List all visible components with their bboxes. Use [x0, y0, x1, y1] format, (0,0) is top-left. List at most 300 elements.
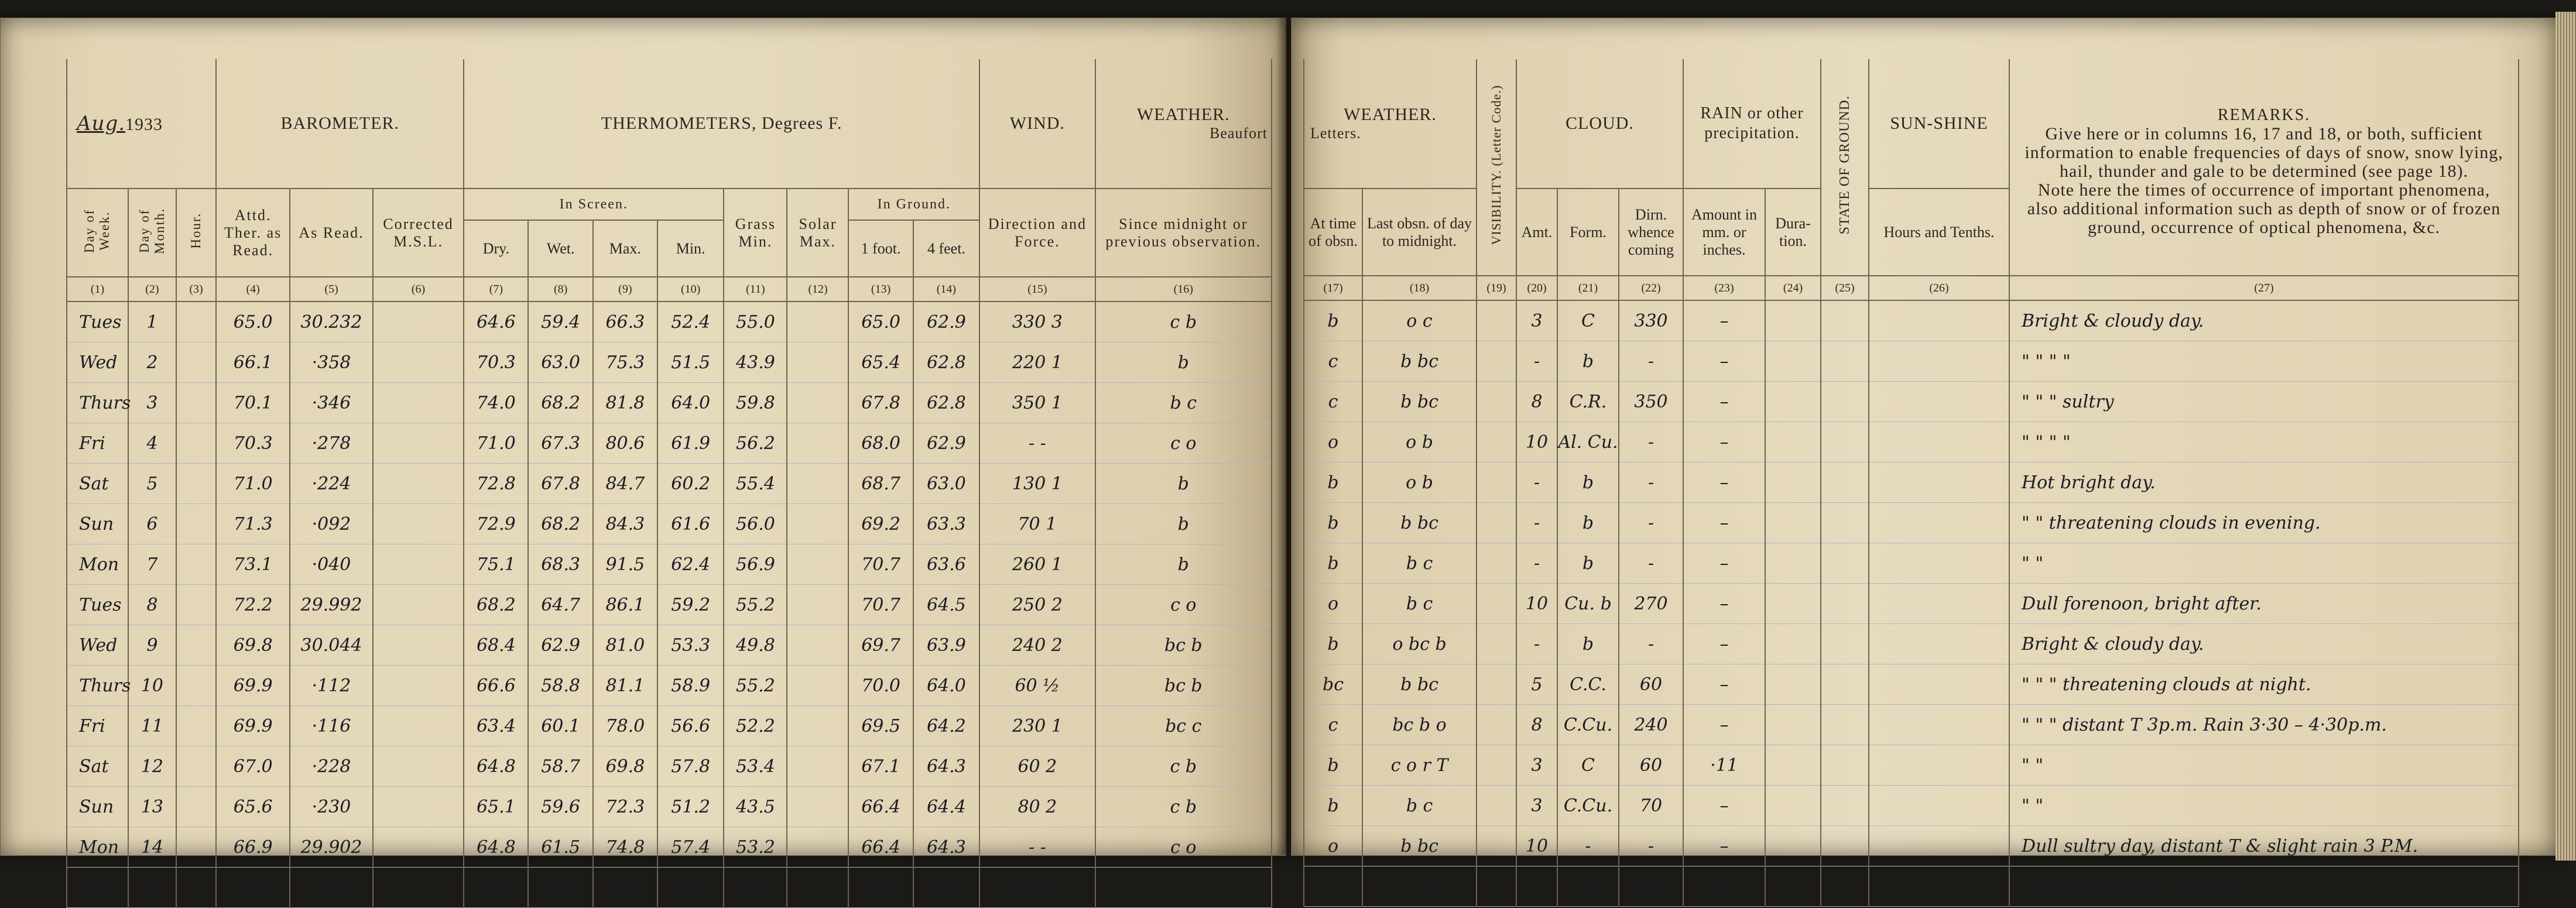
- left-cell: - -: [979, 423, 1095, 464]
- left-cell: 65.1: [464, 787, 528, 827]
- left-cell: 55.6: [657, 868, 724, 908]
- left-cell: 58.9: [657, 666, 724, 706]
- num: (21): [1557, 276, 1619, 300]
- col-dirn: Dirn. whence coming: [1619, 189, 1683, 276]
- left-cell: [787, 301, 848, 342]
- left-cell: [373, 585, 464, 625]
- right-cell: C.C.: [1557, 664, 1619, 705]
- right-cell: 10: [1516, 584, 1557, 624]
- left-cell: ·040: [290, 544, 373, 585]
- left-cell: Mon: [67, 544, 128, 585]
- right-cell: –: [1683, 664, 1765, 705]
- num: (3): [176, 277, 216, 301]
- table-row: [1304, 543, 2519, 584]
- state-ground-label: STATE OF GROUND.: [1837, 95, 1853, 235]
- table-row: [67, 423, 1272, 464]
- left-cell: [373, 746, 464, 787]
- right-cell: [1821, 422, 1869, 462]
- right-cell: [1869, 745, 2009, 786]
- right-cell: -: [1619, 624, 1683, 664]
- left-cell: 63.4: [464, 706, 528, 746]
- right-cell: –: [1683, 705, 1765, 745]
- left-cell: b c: [1095, 383, 1272, 423]
- left-cell: 11: [128, 706, 176, 746]
- right-cell: [1869, 826, 2009, 866]
- cloud-header: CLOUD.: [1516, 59, 1683, 189]
- left-cell: [373, 383, 464, 423]
- num: (1): [67, 277, 128, 301]
- right-cell: [1765, 745, 1821, 786]
- table-row: [67, 301, 1272, 342]
- left-cell: 55.0: [724, 301, 787, 342]
- left-cell: 63.0: [528, 342, 592, 383]
- left-cell: 62.9: [913, 423, 979, 464]
- num: (11): [724, 277, 787, 301]
- right-rows: [1304, 300, 2519, 907]
- right-cell: 10: [1516, 422, 1557, 462]
- left-cell: 75.3: [593, 342, 657, 383]
- right-cell: Dull forenoon, bright after.: [2009, 584, 2519, 624]
- left-cell: 84.7: [593, 464, 657, 504]
- right-cell: [1765, 300, 1821, 341]
- left-cell: 43.5: [724, 787, 787, 827]
- left-cell: 58.7: [528, 746, 592, 787]
- left-cell: Tues: [67, 301, 128, 342]
- weather-letters-header: [1304, 59, 1477, 189]
- left-cell: [373, 827, 464, 868]
- left-cell: 81.0: [593, 625, 657, 666]
- left-cell: 64.2: [913, 868, 979, 908]
- left-cell: 86.1: [593, 585, 657, 625]
- col-form: Form.: [1557, 189, 1619, 276]
- left-cell: 43.9: [724, 342, 787, 383]
- col-wind-dir: Direction and Force.: [979, 189, 1095, 277]
- left-cell: 56.2: [724, 423, 787, 464]
- right-cell: 3: [1516, 745, 1557, 786]
- left-cell: [373, 544, 464, 585]
- left-cell: Wed: [67, 342, 128, 383]
- left-cell: 72.9: [464, 504, 528, 544]
- right-cell: [1477, 382, 1516, 422]
- right-cell: [1477, 503, 1516, 543]
- right-cell: bc: [1304, 664, 1362, 705]
- left-cell: 7: [128, 544, 176, 585]
- right-cell: [1821, 705, 1869, 745]
- right-cell: b: [1557, 543, 1619, 584]
- left-cell: [787, 625, 848, 666]
- right-cell: -: [1619, 462, 1683, 503]
- right-cell: 5: [1516, 664, 1557, 705]
- right-cell: [1765, 503, 1821, 543]
- right-cell: b: [1304, 300, 1362, 341]
- left-cell: 30.044: [290, 625, 373, 666]
- left-cell: Thurs: [67, 666, 128, 706]
- left-cell: 220 1: [979, 342, 1095, 383]
- right-cell: " " " distant T 3p.m. Rain 3·30 – 4·30p.m.: [2009, 705, 2519, 745]
- right-cell: Mainly dull with showers.: [2009, 866, 2519, 907]
- right-cell: –: [1683, 786, 1765, 826]
- left-cell: 64.6: [464, 301, 528, 342]
- right-cell: [1765, 341, 1821, 382]
- left-cell: 3: [128, 383, 176, 423]
- num: (2): [128, 277, 176, 301]
- right-cell: Al. Cu.: [1557, 422, 1619, 462]
- right-cell: –: [1683, 382, 1765, 422]
- num: (27): [2009, 276, 2519, 300]
- rain-header: RAIN or other precipitation.: [1683, 59, 1821, 189]
- left-cell: 69.8: [593, 746, 657, 787]
- left-cell: 70 1: [979, 504, 1095, 544]
- left-cell: 13: [128, 787, 176, 827]
- right-cell: o b: [1362, 422, 1477, 462]
- right-cell: [1765, 786, 1821, 826]
- left-cell: 68.4: [464, 625, 528, 666]
- right-cell: " " threatening clouds in evening.: [2009, 503, 2519, 543]
- right-cell: " " " ": [2009, 422, 2519, 462]
- left-cell: 66.4: [848, 827, 913, 868]
- right-cell: c: [1304, 866, 1362, 907]
- left-cell: 4: [128, 423, 176, 464]
- left-cell: 66.6: [216, 868, 290, 908]
- left-cell: 70.3: [464, 342, 528, 383]
- right-cell: [1869, 341, 2009, 382]
- right-cell: 8: [1516, 866, 1557, 907]
- table-row: [1304, 462, 2519, 503]
- right-cell: c: [1304, 705, 1362, 745]
- right-cell: [1821, 462, 1869, 503]
- right-cell: 8: [1516, 382, 1557, 422]
- table-row: [1304, 786, 2519, 826]
- right-cell: -: [1516, 462, 1557, 503]
- left-cell: 66.4: [848, 787, 913, 827]
- left-cell: 70.7: [848, 585, 913, 625]
- right-cell: [1869, 705, 2009, 745]
- right-cell: [1869, 462, 2009, 503]
- left-cell: [787, 666, 848, 706]
- table-row: [1304, 866, 2519, 907]
- left-cell: 65.0: [848, 301, 913, 342]
- right-cell: 8: [1516, 705, 1557, 745]
- left-cell: [787, 504, 848, 544]
- right-cell: c: [1304, 341, 1362, 382]
- table-row: [67, 746, 1272, 787]
- left-cell: 72.8: [464, 464, 528, 504]
- table-row: [1304, 300, 2519, 341]
- col-day-week-label: Day of Week.: [82, 208, 112, 253]
- right-cell: [1821, 786, 1869, 826]
- left-cell: [373, 423, 464, 464]
- right-cell: b: [1304, 503, 1362, 543]
- left-cell: 56.6: [657, 706, 724, 746]
- left-cell: Sun: [67, 787, 128, 827]
- table-row: [67, 544, 1272, 585]
- left-rows: [67, 301, 1272, 908]
- left-cell: [787, 585, 848, 625]
- right-cell: [1869, 866, 2009, 907]
- right-cell: –: [1683, 543, 1765, 584]
- left-cell: 80.6: [593, 423, 657, 464]
- left-cell: [373, 868, 464, 908]
- right-cell: Bright & cloudy day.: [2009, 624, 2519, 664]
- left-cell: [176, 544, 216, 585]
- right-cell: C: [1557, 745, 1619, 786]
- right-cell: Cu. b: [1557, 584, 1619, 624]
- left-cell: Sat: [67, 464, 128, 504]
- right-cell: -: [1619, 422, 1683, 462]
- left-cell: 64.0: [657, 383, 724, 423]
- left-cell: 73.1: [216, 544, 290, 585]
- left-cell: 51.2: [657, 787, 724, 827]
- col-last-obsn: Last obsn. of day to midnight.: [1362, 189, 1477, 276]
- num: (4): [216, 277, 290, 301]
- left-cell: [787, 746, 848, 787]
- left-cell: 64.0: [913, 666, 979, 706]
- table-row: [67, 464, 1272, 504]
- num: (14): [913, 277, 979, 301]
- left-cell: 56.9: [724, 544, 787, 585]
- table-row: [67, 585, 1272, 625]
- right-cell: o: [1304, 422, 1362, 462]
- date-header: [67, 59, 216, 189]
- left-cell: 66.3: [593, 301, 657, 342]
- right-cell: [1869, 584, 2009, 624]
- left-cell: 8: [128, 585, 176, 625]
- left-cell: 330 3: [979, 301, 1095, 342]
- right-cell: b c: [1362, 786, 1477, 826]
- left-cell: [787, 787, 848, 827]
- visibility-label: VISIBILITY. (Letter Code.): [1489, 84, 1503, 245]
- right-cell: " " " ": [2009, 341, 2519, 382]
- col-max: Max.: [593, 220, 657, 277]
- left-cell: 59.8: [724, 383, 787, 423]
- left-cell: [373, 301, 464, 342]
- right-cell: o c Tl r: [1362, 866, 1477, 907]
- left-cell: Tues: [67, 585, 128, 625]
- right-cell: [1477, 341, 1516, 382]
- left-cell: [176, 827, 216, 868]
- right-cell: [1765, 543, 1821, 584]
- left-cell: 67.0: [216, 746, 290, 787]
- table-row: [1304, 705, 2519, 745]
- left-cell: 60 ½: [979, 666, 1095, 706]
- left-cell: 52.4: [657, 301, 724, 342]
- left-cell: 71.3: [216, 504, 290, 544]
- num: (20): [1516, 276, 1557, 300]
- left-cell: [787, 868, 848, 908]
- right-cell: b: [1304, 543, 1362, 584]
- right-cell: b bc: [1362, 664, 1477, 705]
- num: (9): [593, 277, 657, 301]
- table-row: [67, 342, 1272, 383]
- col-as-read: As Read.: [290, 189, 373, 277]
- right-cell: C.Cu.: [1557, 705, 1619, 745]
- right-cell: b: [1304, 462, 1362, 503]
- right-cell: " ": [2009, 543, 2519, 584]
- col-amount: Amount in mm. or inches.: [1683, 189, 1765, 276]
- left-cell: Sun: [67, 504, 128, 544]
- num: (5): [290, 277, 373, 301]
- table-row: [67, 504, 1272, 544]
- left-cell: 53.2: [724, 827, 787, 868]
- left-cell: 64.3: [913, 746, 979, 787]
- right-cell: [1765, 462, 1821, 503]
- left-cell: 15: [128, 868, 176, 908]
- right-cell: b: [1304, 745, 1362, 786]
- right-cell: [1477, 826, 1516, 866]
- left-cell: 70.7: [848, 544, 913, 585]
- left-cell: 68.2: [464, 585, 528, 625]
- right-cell: o b: [1362, 462, 1477, 503]
- left-cell: 260 1: [979, 544, 1095, 585]
- table-row: [67, 827, 1272, 868]
- left-cell: [373, 625, 464, 666]
- left-cell: Fri: [67, 423, 128, 464]
- right-cell: [1477, 462, 1516, 503]
- right-cell: 330: [1619, 300, 1683, 341]
- left-cell: 57.4: [657, 827, 724, 868]
- left-cell: 69.5: [848, 706, 913, 746]
- left-cell: c b: [1095, 301, 1272, 342]
- right-cell: Bright & cloudy day.: [2009, 300, 2519, 341]
- right-cell: [1869, 664, 2009, 705]
- left-cell: 230 1: [979, 706, 1095, 746]
- left-cell: [176, 383, 216, 423]
- num: (23): [1683, 276, 1765, 300]
- left-cell: ·730: [290, 868, 373, 908]
- left-cell: 67.1: [848, 746, 913, 787]
- left-cell: 69.7: [848, 625, 913, 666]
- right-cell: [1765, 624, 1821, 664]
- left-cell: 91.5: [593, 544, 657, 585]
- state-ground-header: [1821, 59, 1869, 276]
- visibility-header: [1477, 59, 1516, 276]
- left-cell: 64.3: [913, 827, 979, 868]
- right-cell: [1477, 624, 1516, 664]
- left-cell: 67.3: [528, 423, 592, 464]
- col-grass: Grass Min.: [724, 189, 787, 277]
- left-cell: 65.0: [216, 301, 290, 342]
- left-cell: 60.1: [528, 706, 592, 746]
- left-cell: 72.2: [216, 585, 290, 625]
- table-row: [1304, 503, 2519, 543]
- weather-title-right: WEATHER.: [1344, 105, 1437, 124]
- right-cell: b c: [1362, 543, 1477, 584]
- left-cell: 5: [128, 464, 176, 504]
- right-cell: b: [1304, 624, 1362, 664]
- left-cell: 250 2: [979, 585, 1095, 625]
- left-cell: 71.0: [216, 464, 290, 504]
- col-dry: Dry.: [464, 220, 528, 277]
- right-cell: o bc b: [1362, 624, 1477, 664]
- right-cell: 3: [1516, 786, 1557, 826]
- left-cell: 350 1: [979, 383, 1095, 423]
- right-cell: c: [1304, 382, 1362, 422]
- left-cell: 60.2: [657, 464, 724, 504]
- right-cell: o: [1304, 826, 1362, 866]
- left-cell: b: [1095, 342, 1272, 383]
- left-cell: 10: [128, 666, 176, 706]
- col-feet4: 4 feet.: [913, 220, 979, 277]
- left-cell: [787, 383, 848, 423]
- table-row: [1304, 624, 2519, 664]
- right-cell: -: [1619, 543, 1683, 584]
- left-cell: 61.5: [528, 827, 592, 868]
- left-cell: 62.9: [913, 301, 979, 342]
- right-cell: –: [1683, 624, 1765, 664]
- left-cell: 62.4: [657, 544, 724, 585]
- right-cell: 270: [1619, 584, 1683, 624]
- left-cell: 72.3: [593, 787, 657, 827]
- right-cell: b: [1557, 462, 1619, 503]
- left-cell: 81.1: [593, 666, 657, 706]
- left-cell: 63.9: [913, 625, 979, 666]
- barometer-header: BAROMETER.: [216, 59, 464, 189]
- right-cell: ·03: [1683, 866, 1765, 907]
- left-cell: [176, 666, 216, 706]
- right-cell: [1765, 826, 1821, 866]
- right-cell: [1821, 584, 1869, 624]
- left-cell: 49.8: [724, 625, 787, 666]
- right-cell: C.R.: [1557, 866, 1619, 907]
- right-cell: bc b o: [1362, 705, 1477, 745]
- table-row: [1304, 422, 2519, 462]
- right-cell: 60: [1619, 745, 1683, 786]
- left-cell: 67.8: [528, 464, 592, 504]
- num: (19): [1477, 276, 1516, 300]
- right-table: [1303, 59, 2519, 907]
- in-screen-header: In Screen.: [464, 189, 724, 220]
- num: (13): [848, 277, 913, 301]
- left-cell: 61.9: [657, 423, 724, 464]
- left-cell: 220 2: [979, 868, 1095, 908]
- left-cell: c b: [1095, 787, 1272, 827]
- left-cell: [176, 423, 216, 464]
- right-cell: [1821, 624, 1869, 664]
- left-cell: 68.0: [848, 423, 913, 464]
- right-cell: -: [1557, 826, 1619, 866]
- left-cell: ·278: [290, 423, 373, 464]
- left-cell: [373, 706, 464, 746]
- right-cell: [1477, 664, 1516, 705]
- right-cell: [1869, 422, 2009, 462]
- left-cell: 63.0: [913, 464, 979, 504]
- left-cell: [373, 666, 464, 706]
- left-cell: c: [1095, 868, 1272, 908]
- right-cell: b bc: [1362, 503, 1477, 543]
- left-cell: 50.5: [724, 868, 787, 908]
- right-cell: [1477, 543, 1516, 584]
- left-cell: ·358: [290, 342, 373, 383]
- left-cell: 55.2: [724, 666, 787, 706]
- right-cell: 350: [1619, 382, 1683, 422]
- left-cell: 62.9: [528, 625, 592, 666]
- right-cell: [1765, 382, 1821, 422]
- right-cell: 10: [1516, 826, 1557, 866]
- num: (10): [657, 277, 724, 301]
- right-cell: [1821, 503, 1869, 543]
- right-cell: [1869, 382, 2009, 422]
- col-min: Min.: [657, 220, 724, 277]
- col-wet: Wet.: [528, 220, 592, 277]
- right-cell: [1765, 422, 1821, 462]
- left-cell: Mon: [67, 827, 128, 868]
- left-cell: [787, 827, 848, 868]
- left-cell: 240 2: [979, 625, 1095, 666]
- left-cell: [373, 787, 464, 827]
- left-cell: 66.2: [848, 868, 913, 908]
- left-cell: 65.4: [848, 342, 913, 383]
- left-cell: 74.8: [593, 827, 657, 868]
